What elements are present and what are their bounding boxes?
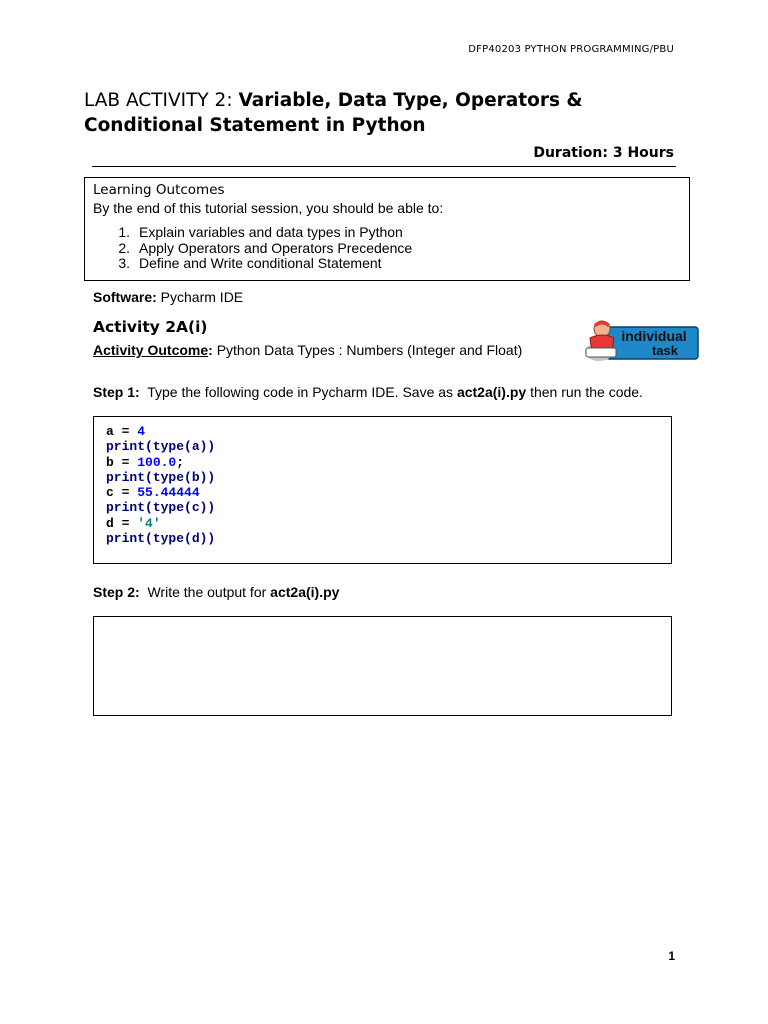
step-2-instruction: Step 2: Write the output for act2a(i).py bbox=[93, 584, 340, 600]
title-prefix: LAB ACTIVITY 2: bbox=[84, 90, 239, 111]
list-item: 3. Define and Write conditional Statement bbox=[118, 255, 382, 271]
title-topic: Variable, Data Type, Operators & bbox=[238, 90, 583, 111]
learning-outcomes-list bbox=[93, 225, 681, 272]
title-divider bbox=[92, 166, 676, 167]
step-2-label: Step 2: bbox=[93, 584, 140, 600]
individual-task-badge-icon bbox=[582, 318, 700, 362]
title-topic-line2: Conditional Statement in Python bbox=[84, 115, 426, 136]
document-title bbox=[84, 88, 684, 138]
badge-line2: task bbox=[651, 343, 678, 358]
software-line bbox=[93, 289, 243, 305]
step-1-instruction: Step 1: Type the following code in Pycharm IDE. Save as act2a(i).py then run the code. bbox=[93, 384, 643, 400]
step-2-filename: act2a(i).py bbox=[270, 584, 340, 600]
code-block bbox=[93, 416, 672, 564]
step-1-filename: act2a(i).py bbox=[456, 384, 527, 400]
activity-heading: Activity 2A(i) bbox=[93, 318, 208, 336]
activity-outcome: Activity Outcome: Python Data Types : Numbers (Integer and Float) bbox=[93, 342, 523, 358]
code-line: c = 55.44444 bbox=[106, 485, 200, 501]
learning-outcomes-title: Learning Outcomes bbox=[93, 182, 225, 198]
code-line: b = 100.0; bbox=[106, 454, 185, 470]
list-item: 1. Explain variables and data types in Python bbox=[118, 224, 403, 240]
code-line: d = '4' bbox=[106, 515, 161, 531]
learning-outcomes-intro: By the end of this tutorial session, you should be able to: bbox=[93, 200, 444, 216]
activity-outcome-label: Activity Outcome bbox=[93, 342, 209, 358]
list-item: 2. Apply Operators and Operators Precedence bbox=[118, 239, 413, 256]
duration-label: Duration: 3 Hours bbox=[533, 145, 674, 161]
page-number: 1 bbox=[668, 949, 675, 963]
output-answer-box[interactable] bbox=[93, 616, 672, 716]
code-line: print(type(d)) bbox=[106, 531, 216, 547]
activity-outcome-text: Python Data Types : Numbers (Integer and Float) bbox=[212, 342, 523, 358]
software-label: Software: bbox=[93, 289, 157, 305]
step-1-label: Step 1: bbox=[93, 384, 140, 400]
code-line: print(type(c)) bbox=[106, 500, 216, 516]
learning-outcomes-box bbox=[84, 177, 690, 281]
code-line: print(type(b)) bbox=[106, 469, 216, 485]
course-code-header: DFP40203 PYTHON PROGRAMMING/PBU bbox=[468, 44, 674, 55]
code-line: a = 4 bbox=[106, 424, 146, 439]
badge-line1: individual bbox=[621, 328, 687, 344]
code-line: print(type(a)) bbox=[106, 439, 216, 455]
software-value: Pycharm IDE bbox=[156, 289, 244, 305]
